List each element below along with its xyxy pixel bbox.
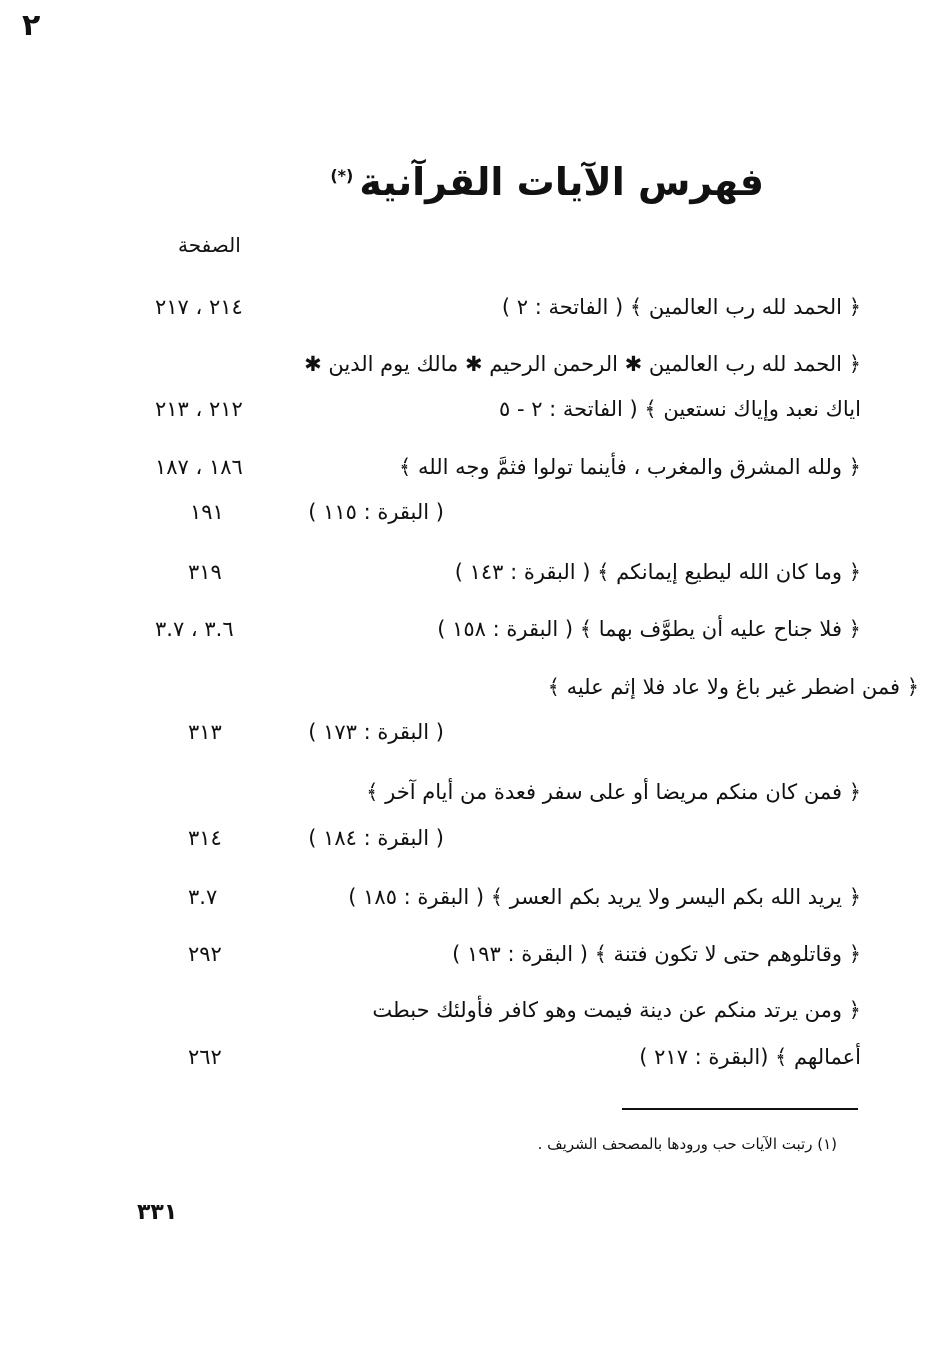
entry-pages: ٢٩٢	[188, 942, 222, 966]
entry-pages: ٢١٢ ، ٢١٣	[155, 397, 243, 421]
entry-pages: ٣١٣	[188, 720, 222, 744]
entry-pages: ٣١٩	[188, 560, 222, 584]
entry-text: ﴿ الحمد لله رب العالمين ✱ الرحمن الرحيم ✱ مالك يوم الدين ✱	[304, 352, 861, 376]
entry-text: ﴿ الحمد لله رب العالمين ﴾ ( الفاتحة : ٢ )	[501, 295, 861, 319]
entry-text: ( البقرة : ١٨٤ )	[308, 826, 444, 850]
entry-pages: ٢١٤ ، ٢١٧	[155, 295, 243, 319]
footnote: (١) رتبت الآيات حب ورودها بالمصحف الشريف .	[537, 1135, 837, 1153]
entry-text: ( البقرة : ١٧٣ )	[308, 720, 444, 744]
entry-pages: ١٨٦ ، ١٨٧	[155, 455, 243, 479]
footnote-rule	[622, 1108, 858, 1110]
entry-text: ﴿ وقاتلوهم حتى لا تكون فتنة ﴾ ( البقرة : ١٩٣ )	[452, 942, 861, 966]
column-header: الصفحة	[178, 233, 241, 257]
entry-text: ﴿ وما كان الله ليطيع إيمانكم ﴾ ( البقرة : ١٤٣ )	[454, 560, 861, 584]
entry-text: ﴿ ولله المشرق والمغرب ، فأينما تولوا فثمَّ وجه الله ﴾	[399, 455, 861, 479]
entry-text: اياك نعبد وإياك نستعين ﴾ ( الفاتحة : ٢ - ٥	[498, 397, 861, 421]
entry-pages: ٢٦٢	[188, 1045, 222, 1069]
title-footnote-marker: (*)	[330, 166, 354, 186]
page-title	[330, 160, 764, 204]
entry-pages: ١٩١	[190, 500, 224, 524]
page-number: ٣٣١	[137, 1200, 178, 1225]
entry-pages: ٣.٦ ، ٣.٧	[155, 617, 234, 641]
entry-text: أعمالهم ﴾ (البقرة : ٢١٧ )	[639, 1045, 861, 1069]
entry-pages: ٣١٤	[188, 826, 222, 850]
entry-text: ﴿ فمن اضطر غير باغ ولا عاد فلا إثم عليه ﴾	[547, 675, 919, 699]
entry-text: ﴿ فلا جناح عليه أن يطوَّف بهما ﴾ ( البقرة : ١٥٨ )	[437, 617, 861, 641]
corner-mark: ٢	[22, 8, 41, 43]
entry-pages: ٣.٧	[188, 885, 218, 909]
entry-text: ( البقرة : ١١٥ )	[308, 500, 444, 524]
entry-text: ﴿ ومن يرتد منكم عن دينة فيمت وهو كافر فأولئك حبطت	[372, 998, 861, 1022]
page-title-text: فهرس الآيات القرآنية	[359, 160, 764, 204]
entry-text: ﴿ فمن كان منكم مريضا أو على سفر فعدة من أيام آخر ﴾	[366, 780, 861, 804]
entry-text: ﴿ يريد الله بكم اليسر ولا يريد بكم العسر ﴾ ( البقرة : ١٨٥ )	[348, 885, 861, 909]
